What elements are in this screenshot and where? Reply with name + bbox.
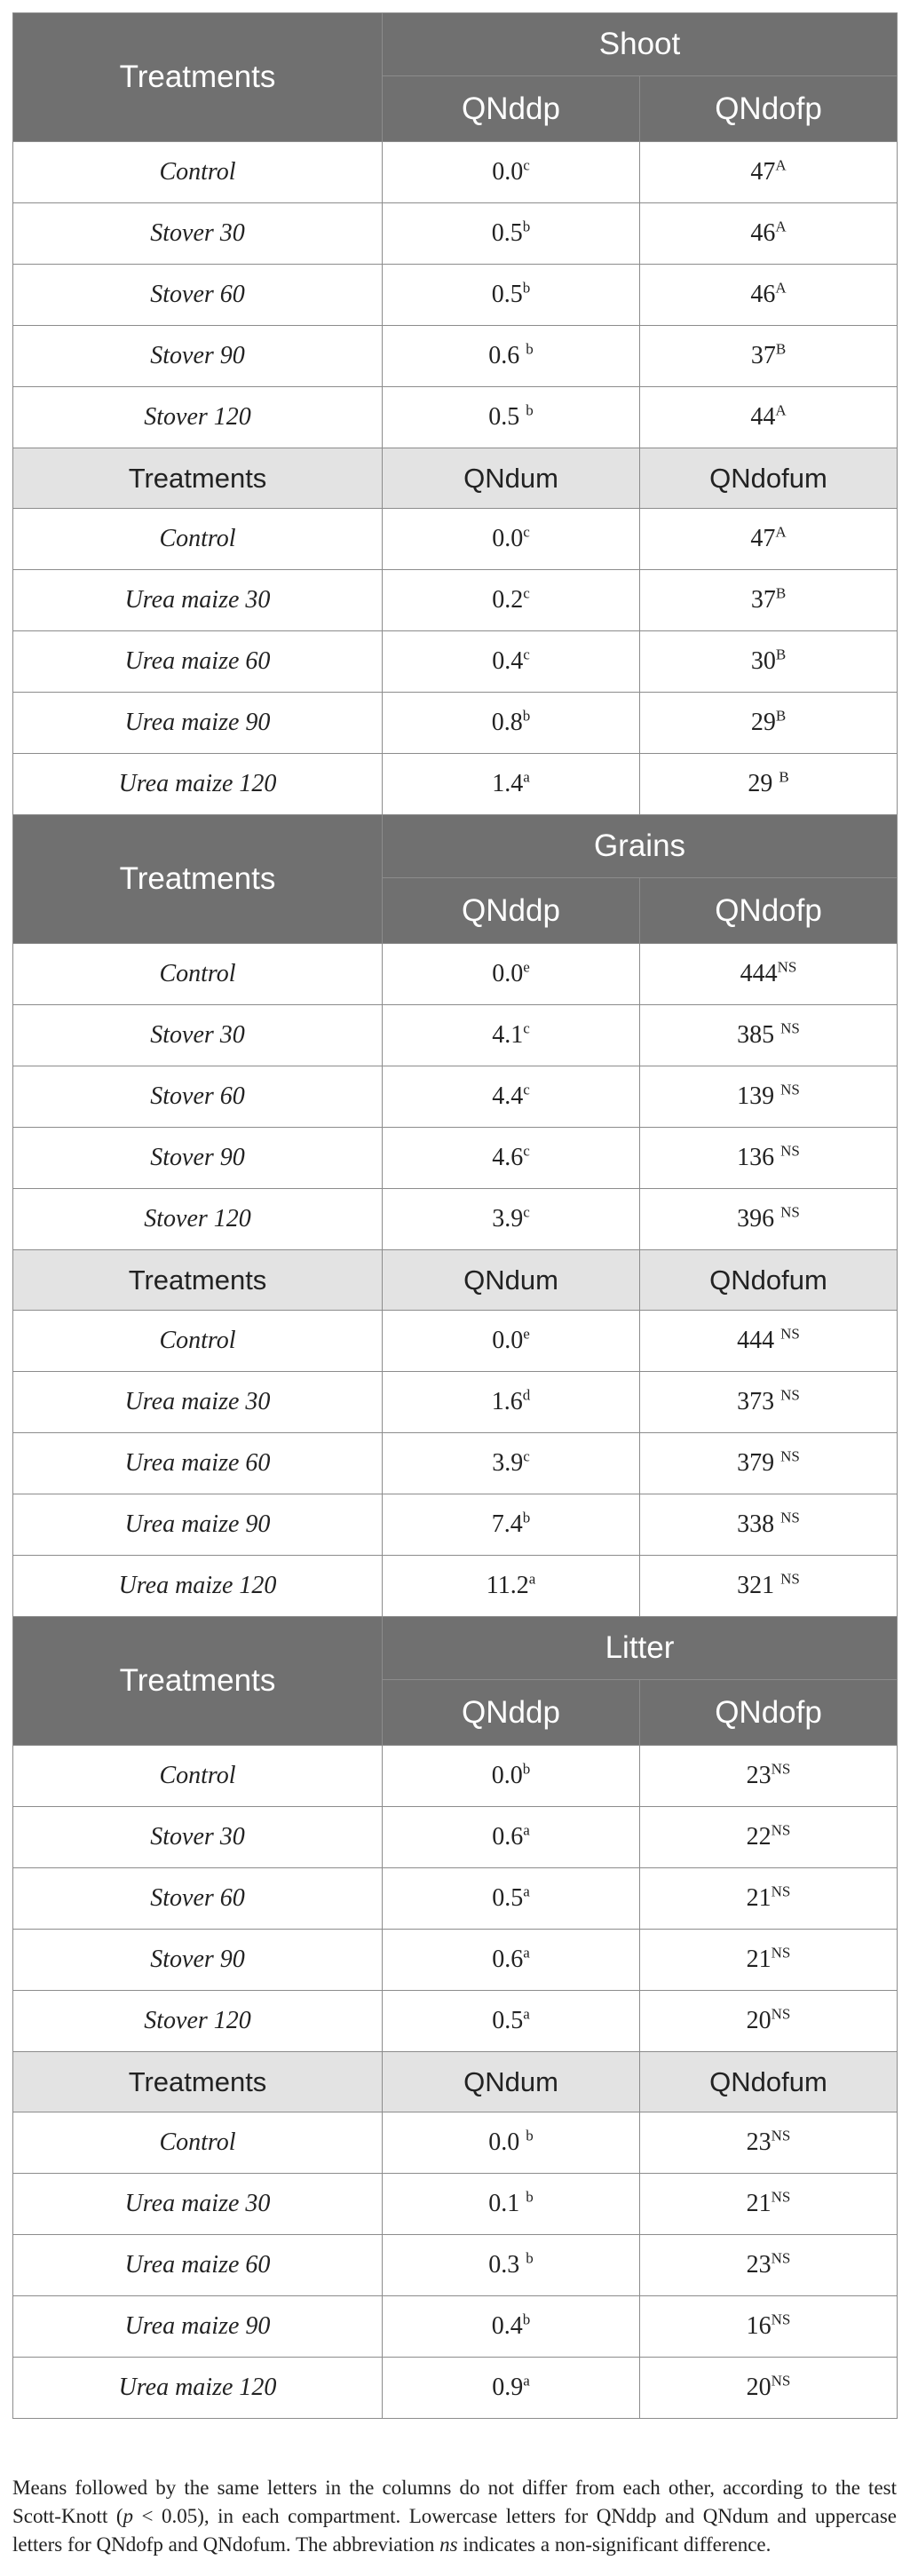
table-row: [13, 2112, 898, 2174]
table-row: [13, 570, 898, 631]
table-row: [13, 1128, 898, 1189]
cell-value: 44: [750, 403, 776, 431]
significance-letter: NS: [771, 2188, 791, 2206]
cell-value: 21: [746, 1946, 772, 1973]
uptake-value-cell: [640, 2296, 898, 2358]
cell-value: 7.4: [491, 1510, 523, 1538]
column-subheader: QNdum: [383, 448, 640, 509]
table-row: [13, 1746, 898, 1807]
dose-value-cell: [383, 2235, 640, 2296]
treatment-cell: Stover 120: [13, 1991, 383, 2052]
column-header: QNddp: [383, 878, 640, 944]
cell-value: 21: [746, 1884, 772, 1912]
dose-value-cell: [383, 1128, 640, 1189]
significance-letter: NS: [780, 1570, 800, 1588]
table-row: [13, 1930, 898, 1991]
significance-letter: B: [775, 646, 787, 663]
significance-letter: B: [775, 340, 787, 358]
compartment-header-row: [13, 13, 898, 76]
significance-letter: NS: [771, 2372, 791, 2390]
significance-letter: c: [523, 1203, 530, 1221]
cell-value: 0.9: [492, 2374, 524, 2401]
significance-letter: a: [523, 768, 530, 786]
treatment-cell: Urea maize 60: [13, 631, 383, 693]
compartment-header-row: [13, 815, 898, 878]
treatment-cell: Control: [13, 509, 383, 570]
table-row: [13, 1556, 898, 1617]
treatment-cell: Stover 60: [13, 265, 383, 326]
uptake-value-cell: [640, 631, 898, 693]
significance-letter: NS: [780, 1019, 800, 1037]
treatment-cell: Urea maize 60: [13, 1433, 383, 1494]
significance-letter: NS: [780, 1509, 800, 1526]
footnote-text-1: Means followed by the same letters in the columns do not differ from each other, according to the test Scott-Knott (: [12, 2477, 897, 2527]
treatment-cell: Urea maize 90: [13, 2296, 383, 2358]
table-row: [13, 1066, 898, 1128]
uptake-value-cell: [640, 1991, 898, 2052]
dose-value-cell: [383, 1005, 640, 1066]
significance-letter: B: [779, 768, 789, 786]
uptake-value-cell: [640, 2174, 898, 2235]
significance-letter: a: [528, 1570, 536, 1588]
table-row: [13, 1189, 898, 1250]
dose-value-cell: [383, 1311, 640, 1372]
treatment-cell: Stover 60: [13, 1066, 383, 1128]
footnote-ns-abbrev: ns: [439, 2533, 458, 2556]
significance-letter: b: [522, 2310, 531, 2328]
cell-value: 0.5: [491, 281, 523, 308]
uptake-value-cell: [640, 1746, 898, 1807]
treatment-cell: Stover 90: [13, 1128, 383, 1189]
treatment-cell: Urea maize 90: [13, 693, 383, 754]
column-header: QNdofp: [640, 878, 898, 944]
significance-letter: d: [522, 1386, 531, 1404]
cell-value: 396: [737, 1205, 781, 1233]
table-row: [13, 631, 898, 693]
significance-letter: NS: [771, 1882, 791, 1900]
dose-value-cell: [383, 1494, 640, 1556]
uptake-value-cell: [640, 1128, 898, 1189]
significance-letter: e: [523, 1325, 530, 1343]
significance-letter: NS: [780, 1386, 800, 1404]
uptake-value-cell: [640, 1189, 898, 1250]
cell-value: 37: [750, 342, 776, 369]
significance-letter: c: [523, 1142, 530, 1160]
cell-value: 37: [750, 586, 776, 614]
table-row: [13, 944, 898, 1005]
significance-letter: b: [526, 2188, 534, 2206]
significance-letter: b: [522, 707, 531, 725]
treatments-subheader: Treatments: [13, 1250, 383, 1311]
table-row: [13, 1991, 898, 2052]
table-row: [13, 326, 898, 387]
treatments-header: Treatments: [13, 13, 383, 142]
dose-value-cell: [383, 1807, 640, 1868]
dose-value-cell: [383, 1433, 640, 1494]
cell-value: 0.1: [488, 2190, 526, 2217]
table-row: [13, 1311, 898, 1372]
cell-value: 379: [737, 1449, 781, 1477]
cell-value: 136: [737, 1144, 781, 1171]
cell-value: 4.1: [492, 1021, 524, 1049]
treatment-cell: Control: [13, 944, 383, 1005]
uptake-value-cell: [640, 265, 898, 326]
treatment-cell: Urea maize 30: [13, 1372, 383, 1433]
significance-letter: c: [523, 1081, 530, 1098]
uptake-value-cell: [640, 1807, 898, 1868]
cell-value: 373: [737, 1388, 781, 1415]
significance-letter: b: [522, 218, 531, 235]
cell-value: 20: [746, 2374, 772, 2401]
significance-letter: NS: [771, 1944, 791, 1962]
treatment-cell: Urea maize 30: [13, 570, 383, 631]
treatment-cell: Stover 60: [13, 1868, 383, 1930]
column-subheader: QNdofum: [640, 448, 898, 509]
subheader-row: [13, 448, 898, 509]
significance-letter: b: [522, 279, 531, 297]
column-subheader: QNdum: [383, 1250, 640, 1311]
treatment-cell: Stover 120: [13, 1189, 383, 1250]
uptake-value-cell: [640, 509, 898, 570]
cell-value: 0.2: [492, 586, 524, 614]
column-subheader: QNdofum: [640, 2052, 898, 2112]
cell-value: 0.6: [492, 1946, 524, 1973]
cell-value: 21: [746, 2190, 772, 2217]
table-row: [13, 387, 898, 448]
significance-letter: A: [775, 156, 787, 174]
cell-value: 385: [737, 1021, 781, 1049]
table-row: [13, 754, 898, 815]
treatment-cell: Urea maize 120: [13, 1556, 383, 1617]
treatment-cell: Urea maize 90: [13, 1494, 383, 1556]
uptake-value-cell: [640, 754, 898, 815]
cell-value: 444: [737, 1327, 781, 1354]
uptake-value-cell: [640, 2235, 898, 2296]
uptake-value-cell: [640, 203, 898, 265]
significance-letter: e: [523, 958, 530, 976]
cell-value: 11.2: [486, 1572, 529, 1599]
table-row: [13, 142, 898, 203]
cell-value: 16: [746, 2312, 772, 2340]
significance-letter: A: [775, 523, 787, 541]
table-row: [13, 1433, 898, 1494]
cell-value: 29: [748, 770, 779, 797]
cell-value: 0.6: [488, 342, 526, 369]
footnote-text-2: < 0.05), in each compartment. Lowercase letters for QNddp and QNdum and uppercase letters for QNdofp and QNdofum. The abbreviation: [12, 2505, 897, 2556]
table-row: [13, 1868, 898, 1930]
cell-value: 0.5: [488, 403, 526, 431]
cell-value: 23: [746, 2251, 772, 2279]
uptake-value-cell: [640, 2358, 898, 2419]
results-table: [12, 12, 898, 2419]
significance-letter: NS: [771, 2127, 791, 2144]
dose-value-cell: [383, 944, 640, 1005]
cell-value: 338: [737, 1510, 781, 1538]
uptake-value-cell: [640, 1433, 898, 1494]
uptake-value-cell: [640, 142, 898, 203]
cell-value: 47: [750, 158, 776, 186]
cell-value: 4.4: [492, 1082, 524, 1110]
cell-value: 321: [737, 1572, 781, 1599]
dose-value-cell: [383, 2358, 640, 2419]
cell-value: 3.9: [492, 1449, 524, 1477]
significance-letter: NS: [780, 1203, 800, 1221]
dose-value-cell: [383, 1189, 640, 1250]
significance-letter: NS: [771, 1760, 791, 1778]
significance-letter: c: [523, 156, 530, 174]
cell-value: 1.4: [492, 770, 524, 797]
significance-letter: c: [523, 523, 530, 541]
dose-value-cell: [383, 2112, 640, 2174]
table-row: [13, 1807, 898, 1868]
significance-letter: B: [775, 584, 787, 602]
significance-letter: b: [526, 2127, 534, 2144]
significance-letter: NS: [780, 1081, 800, 1098]
cell-value: 4.6: [492, 1144, 524, 1171]
subheader-row: [13, 2052, 898, 2112]
dose-value-cell: [383, 1372, 640, 1433]
table-row: [13, 509, 898, 570]
cell-value: 47: [750, 525, 776, 552]
results-table-body: [13, 13, 898, 2419]
uptake-value-cell: [640, 387, 898, 448]
cell-value: 3.9: [492, 1205, 524, 1233]
cell-value: 0.0: [492, 158, 524, 186]
dose-value-cell: [383, 387, 640, 448]
dose-value-cell: [383, 693, 640, 754]
table-row: [13, 2174, 898, 2235]
dose-value-cell: [383, 754, 640, 815]
footnote-text-3: indicates a non-significant difference.: [457, 2533, 772, 2556]
uptake-value-cell: [640, 2112, 898, 2174]
table-row: [13, 1372, 898, 1433]
table-row: [13, 2358, 898, 2419]
treatments-header: Treatments: [13, 1617, 383, 1746]
treatments-header: Treatments: [13, 815, 383, 944]
table-row: [13, 1494, 898, 1556]
cell-value: 0.5: [492, 2007, 524, 2034]
cell-value: 0.0: [488, 2128, 526, 2156]
cell-value: 1.6: [491, 1388, 523, 1415]
significance-letter: NS: [771, 2310, 791, 2328]
cell-value: 30: [750, 647, 776, 675]
treatments-subheader: Treatments: [13, 448, 383, 509]
compartment-title: Grains: [383, 815, 898, 878]
treatment-cell: Urea maize 60: [13, 2235, 383, 2296]
cell-value: 46: [750, 281, 776, 308]
significance-letter: NS: [771, 1821, 791, 1839]
treatment-cell: Control: [13, 142, 383, 203]
significance-letter: b: [522, 1509, 531, 1526]
dose-value-cell: [383, 142, 640, 203]
dose-value-cell: [383, 570, 640, 631]
cell-value: 0.0: [491, 1762, 523, 1789]
significance-letter: c: [523, 1019, 530, 1037]
cell-value: 0.8: [491, 709, 523, 736]
significance-letter: NS: [780, 1325, 800, 1343]
significance-letter: NS: [780, 1447, 800, 1465]
cell-value: 0.5: [491, 219, 523, 247]
uptake-value-cell: [640, 1556, 898, 1617]
significance-letter: a: [523, 2005, 530, 2023]
significance-letter: b: [522, 1760, 531, 1778]
cell-value: 29: [750, 709, 776, 736]
uptake-value-cell: [640, 1494, 898, 1556]
significance-letter: a: [523, 2372, 530, 2390]
dose-value-cell: [383, 1746, 640, 1807]
table-row: [13, 265, 898, 326]
treatment-cell: Stover 90: [13, 326, 383, 387]
cell-value: 139: [737, 1082, 781, 1110]
dose-value-cell: [383, 1556, 640, 1617]
dose-value-cell: [383, 1991, 640, 2052]
treatment-cell: Stover 90: [13, 1930, 383, 1991]
treatments-subheader: Treatments: [13, 2052, 383, 2112]
cell-value: 0.0: [492, 1327, 524, 1354]
column-subheader: QNdofum: [640, 1250, 898, 1311]
uptake-value-cell: [640, 1005, 898, 1066]
uptake-value-cell: [640, 1372, 898, 1433]
treatment-cell: Control: [13, 2112, 383, 2174]
significance-letter: A: [775, 218, 787, 235]
table-row: [13, 203, 898, 265]
dose-value-cell: [383, 2296, 640, 2358]
table-row: [13, 2296, 898, 2358]
cell-value: 0.0: [492, 960, 524, 987]
treatment-cell: Stover 30: [13, 203, 383, 265]
compartment-title: Litter: [383, 1617, 898, 1680]
treatment-cell: Urea maize 30: [13, 2174, 383, 2235]
dose-value-cell: [383, 631, 640, 693]
cell-value: 0.6: [492, 1823, 524, 1851]
uptake-value-cell: [640, 570, 898, 631]
column-header: QNddp: [383, 76, 640, 142]
subheader-row: [13, 1250, 898, 1311]
cell-value: 0.3: [488, 2251, 526, 2279]
significance-letter: b: [526, 340, 534, 358]
significance-letter: a: [523, 1821, 530, 1839]
footnote-p-symbol: p: [123, 2505, 133, 2527]
cell-value: 444: [740, 960, 778, 987]
uptake-value-cell: [640, 693, 898, 754]
treatment-cell: Stover 30: [13, 1807, 383, 1868]
table-row: [13, 2235, 898, 2296]
cell-value: 23: [746, 2128, 772, 2156]
dose-value-cell: [383, 265, 640, 326]
cell-value: 0.4: [491, 2312, 523, 2340]
cell-value: 46: [750, 219, 776, 247]
significance-letter: NS: [771, 2005, 791, 2023]
significance-letter: c: [523, 646, 530, 663]
column-header: QNdofp: [640, 1680, 898, 1746]
treatment-cell: Urea maize 120: [13, 754, 383, 815]
uptake-value-cell: [640, 944, 898, 1005]
uptake-value-cell: [640, 1930, 898, 1991]
dose-value-cell: [383, 326, 640, 387]
cell-value: 0.5: [492, 1884, 524, 1912]
uptake-value-cell: [640, 326, 898, 387]
significance-letter: c: [523, 584, 530, 602]
cell-value: 23: [746, 1762, 772, 1789]
treatment-cell: Stover 120: [13, 387, 383, 448]
dose-value-cell: [383, 1066, 640, 1128]
uptake-value-cell: [640, 1066, 898, 1128]
table-footnote: [12, 2474, 897, 2559]
significance-letter: b: [526, 401, 534, 419]
significance-letter: A: [775, 279, 787, 297]
cell-value: 0.0: [492, 525, 524, 552]
cell-value: 22: [746, 1823, 772, 1851]
dose-value-cell: [383, 203, 640, 265]
dose-value-cell: [383, 2174, 640, 2235]
significance-letter: NS: [780, 1142, 800, 1160]
significance-letter: A: [775, 401, 787, 419]
dose-value-cell: [383, 1868, 640, 1930]
significance-letter: NS: [777, 958, 797, 976]
table-row: [13, 1005, 898, 1066]
treatment-cell: Control: [13, 1311, 383, 1372]
treatment-cell: Control: [13, 1746, 383, 1807]
treatment-cell: Stover 30: [13, 1005, 383, 1066]
significance-letter: a: [523, 1944, 530, 1962]
significance-letter: B: [775, 707, 787, 725]
cell-value: 20: [746, 2007, 772, 2034]
significance-letter: b: [526, 2249, 534, 2267]
significance-letter: a: [523, 1882, 530, 1900]
uptake-value-cell: [640, 1868, 898, 1930]
uptake-value-cell: [640, 1311, 898, 1372]
significance-letter: NS: [771, 2249, 791, 2267]
compartment-title: Shoot: [383, 13, 898, 76]
dose-value-cell: [383, 1930, 640, 1991]
cell-value: 0.4: [492, 647, 524, 675]
dose-value-cell: [383, 509, 640, 570]
compartment-header-row: [13, 1617, 898, 1680]
column-subheader: QNdum: [383, 2052, 640, 2112]
column-header: QNdofp: [640, 76, 898, 142]
column-header: QNddp: [383, 1680, 640, 1746]
table-row: [13, 693, 898, 754]
significance-letter: c: [523, 1447, 530, 1465]
treatment-cell: Urea maize 120: [13, 2358, 383, 2419]
